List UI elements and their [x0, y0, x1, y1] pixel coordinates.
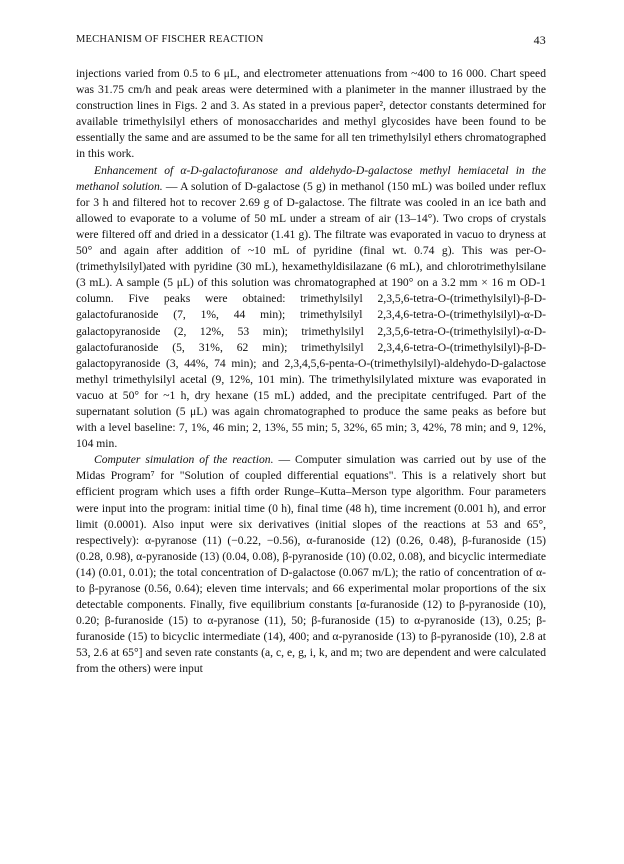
running-title: MECHANISM OF FISCHER REACTION: [76, 34, 264, 45]
paragraph-enhancement: [76, 163, 546, 453]
paragraph-methods-continued: [76, 66, 546, 163]
paragraph-text: injections varied from 0.5 to 6 μL, and electrometer attenuations from ~400 to 16 000. Chart speed was 31.75 cm/h and peak areas were determined with a planimeter in the manner illustraed by the construction lines in Figs. 2 and 3. As stated in a previous paper², detector constants determined for available trimethylsilyl ethers of monosaccharides and methyl glycosides have been found to be essentially the same and are assumed to be the same for all ten trimethylsilyl ethers chromatographed in this work.: [76, 67, 546, 161]
paragraph-text: — A solution of D-galactose (5 g) in methanol (150 mL) was boiled under reflux for 3 h and filtered hot to recover 2.69 g of D-galactose. The filtrate was cooled in an ice bath and allowed to evaporate to a volume of 50 mL under a stream of air (13–14°). Two crops of crystals were filtered off and dried in a dessicator (1.41 g). The filtrate was evaporated in vacuo to dryness at 50° and again after addition of ~10 mL of pyridine (final wt. 0.74 g). This was per-O-(trimethylsilyl)ated with pyridine (30 mL), hexamethyldisilazane (6 mL), and chlorotrimethylsilane (3 mL). A sample (5 μL) of this solution was chromatographed at 190° on a 3.2 mm × 16 m OD-1 column. Five peaks were obtained: trimethylsilyl 2,3,5,6-tetra-O-(trimethylsilyl)-β-D-galactofuranoside (7, 1%, 44 min); trimethylsilyl 2,3,4,6-tetra-O-(trimethylsilyl)-α-D-galactopyranoside (2, 12%, 53 min); trimethylsilyl 2,3,5,6-tetra-O-(trimethylsilyl)-α-D-galactofuranoside (5, 31%, 62 min); trimethylsilyl 2,3,4,6-tetra-O-(trimethylsilyl)-β-D-galactopyranoside (3, 44%, 74 min); and 2,3,4,5,6-penta-O-(trimethylsilyl)-aldehydo-D-galactose methyl trimethylsilyl acetal (9, 12%, 101 min). The trimethylsilylated mixture was evaporated in vacuo at 50° for ~1 h, dry hexane (15 mL) added, and the precipitate centrifuged. Part of the supernatant solution (5 μL) was again chromatographed to produce the same peaks as before but with a level baseline: 7, 1%, 46 min; 2, 13%, 55 min; 5, 32%, 65 min; 3, 42%, 78 min; and 9, 12%, 104 min.: [76, 179, 547, 451]
paragraph-text: — Computer simulation was carried out by use of the Midas Program⁷ for "Solution of coupled differential equations". This is a relatively short but efficient program which uses a fifth order Runge–Kutta–Merson type algorithm. Four parameters were input into the program: initial time (0 h), final time (48 h), time increment (0.001 h), and error limit (0.0001). Also input were six derivatives (initial slopes of the reactions at 53 and 65°, respectively): α-pyranose (11) (−0.22, −0.56), α-furanoside (12) (0.26, 0.48), β-furanoside (15) (0.28, 0.98), α-pyranoside (13) (0.04, 0.08), β-pyranoside (10) (0.02, 0.08), and bicyclic intermediate (14) (0.01, 0.01); the total concentration of D-galactose (0.067 m/L); the ratio of concentration of α- to β-pyranose (0.56, 0.64); eleven time intervals; and 66 experimental molar proportions of the six detectable components. Finally, five equilibrium constants [α-furanoside (12) to β-pyranoside (10), 0.20; β-furanoside (15) to α-pyranose (11), 50; β-furanoside (15) to α-pyranoside (13), 0.25; β-furanoside (15) to bicyclic intermediate (14), 400; and α-pyranoside (13) to β-pyranoside (10), 2.8 at 53, 2.6 at 65°] and seven rate constants (a, c, e, g, i, k, and m; two are dependent and were calculated from the others) were input: [76, 453, 546, 676]
section-run-in-heading: Enhancement of α-D-galactofuranose and aldehydo-D-galactose methyl hemiacetal in the methanol solution.: [76, 163, 546, 193]
page-number: 43: [533, 33, 546, 47]
running-head: [76, 34, 546, 50]
section-run-in-heading: Computer simulation of the reaction.: [94, 453, 274, 467]
paragraph-computer-simulation: [76, 452, 546, 677]
body-text: [76, 66, 546, 678]
